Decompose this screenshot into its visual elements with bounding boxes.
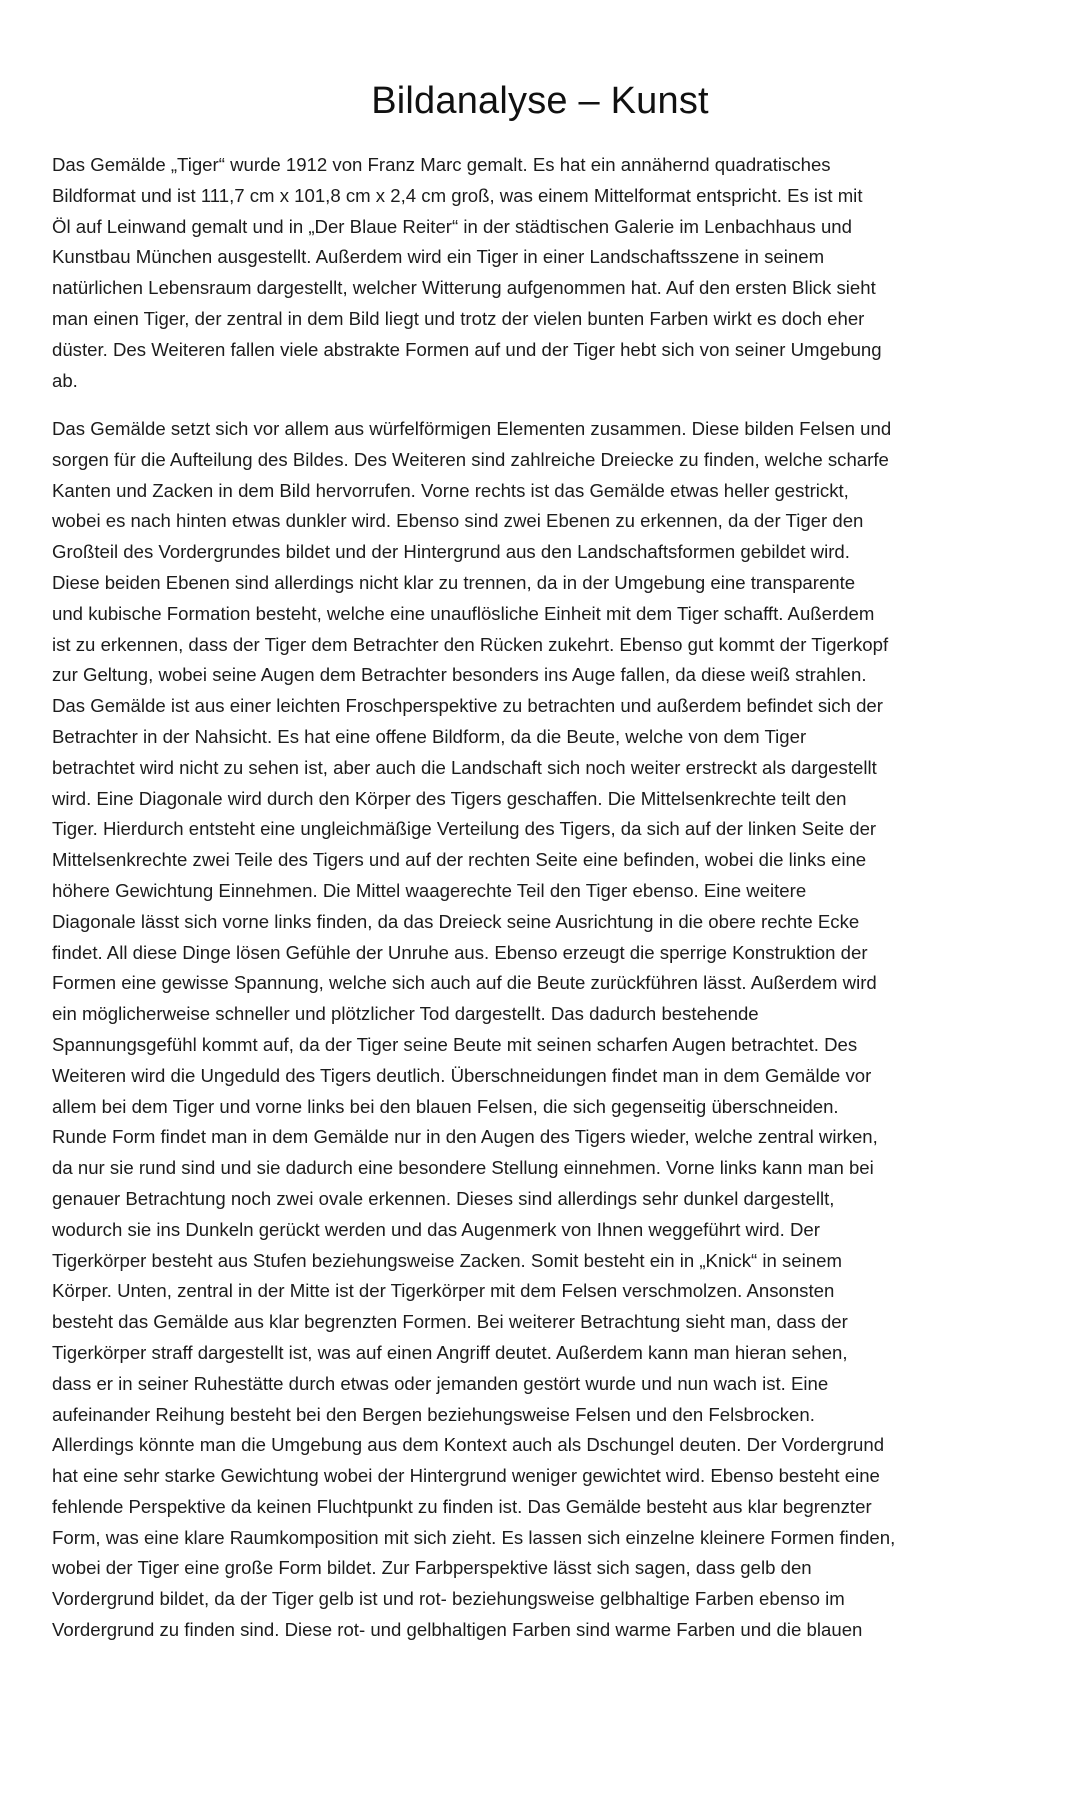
text-line: Betrachter in der Nahsicht. Es hat eine offene Bildform, da die Beute, welche von dem Tiger [52, 725, 807, 747]
text-line: Weiteren wird die Ungeduld des Tigers deutlich. Überschneidungen findet man in dem Gemälde vor [52, 1064, 872, 1086]
text-line: findet. All diese Dinge lösen Gefühle der Unruhe aus. Ebenso erzeugt die sperrige Konstruktion der [52, 941, 868, 963]
text-line: Tigerkörper straff dargestellt ist, was auf einen Angriff deutet. Außerdem kann man hieran sehen, [52, 1341, 848, 1363]
text-line: ist zu erkennen, dass der Tiger dem Betrachter den Rücken zukehrt. Ebenso gut kommt der Tigerkopf [52, 633, 889, 655]
text-line: genauer Betrachtung noch zwei ovale erkennen. Dieses sind allerdings sehr dunkel dargestellt, [52, 1187, 835, 1209]
page-title: Bildanalyse – Kunst [371, 80, 709, 122]
text-line: Bildformat und ist 111,7 cm x 101,8 cm x 2,4 cm groß, was einem Mittelformat entspricht. Es ist mit [52, 184, 863, 206]
text-line: betrachtet wird nicht zu sehen ist, aber auch die Landschaft sich noch weiter erstreckt als dargestellt [52, 756, 877, 778]
text-line: Das Gemälde „Tiger“ wurde 1912 von Franz Marc gemalt. Es hat ein annähernd quadratisches [52, 154, 831, 175]
text-line: Formen eine gewisse Spannung, welche sich auch auf die Beute zurückführen lässt. Außerdem wird [52, 972, 877, 994]
text-line: dass er in seiner Ruhestätte durch etwas oder jemanden gestört wurde und nun wach ist. Eine [52, 1372, 829, 1394]
text-line: sorgen für die Aufteilung des Bildes. Des Weiteren sind zahlreiche Dreiecke zu finden, welche scharfe [52, 448, 889, 470]
paragraph-1 [52, 150, 1037, 396]
text-line: wodurch sie ins Dunkeln gerückt werden und das Augenmerk von Ihnen weggeführt wird. Der [52, 1218, 820, 1240]
text-line: besteht das Gemälde aus klar begrenzten Formen. Bei weiterer Betrachtung sieht man, dass der [52, 1311, 848, 1333]
text-line: wird. Eine Diagonale wird durch den Körper des Tigers geschaffen. Die Mittelsenkrechte teilt den [52, 787, 847, 809]
text-line: Öl auf Leinwand gemalt und in „Der Blaue Reiter“ in der städtischen Galerie im Lenbachhaus und [52, 215, 852, 237]
paragraph-2 [52, 414, 1037, 1646]
text-line: allem bei dem Tiger und vorne links bei den blauen Felsen, die sich gegenseitig überschneiden. [52, 1095, 839, 1117]
text-line: düster. Des Weiteren fallen viele abstrakte Formen auf und der Tiger hebt sich von seiner Umgebung [52, 338, 882, 360]
text-line: Kunstbau München ausgestellt. Außerdem wird ein Tiger in einer Landschaftsszene in seinem [52, 246, 825, 268]
text-line: und kubische Formation besteht, welche eine unauflösliche Einheit mit dem Tiger schafft. Außerdem [52, 602, 875, 624]
text-line: Vordergrund bildet, da der Tiger gelb ist und rot- beziehungsweise gelbhaltige Farben ebenso im [52, 1588, 845, 1610]
text-line: Das Gemälde ist aus einer leichten Froschperspektive zu betrachten und außerdem befindet sich der [52, 695, 883, 717]
text-line: Mittelsenkrechte zwei Teile des Tigers und auf der rechten Seite eine befinden, wobei die links eine [52, 849, 867, 871]
text-line: Kanten und Zacken in dem Bild hervorrufen. Vorne rechts ist das Gemälde etwas heller gestrickt, [52, 479, 849, 501]
text-line: man einen Tiger, der zentral in dem Bild liegt und trotz der vielen bunten Farben wirkt es doch eher [52, 307, 865, 329]
text-line: da nur sie rund sind und sie dadurch eine besondere Stellung einnehmen. Vorne links kann man bei [52, 1157, 874, 1179]
text-line: Allerdings könnte man die Umgebung aus dem Kontext auch als Dschungel deuten. Der Vordergrund [52, 1434, 885, 1456]
text-line: Diagonale lässt sich vorne links finden, da das Dreieck seine Ausrichtung in die obere rechte Ecke [52, 910, 860, 932]
text-line: Diese beiden Ebenen sind allerdings nicht klar zu trennen, da in der Umgebung eine transparente [52, 571, 856, 593]
text-line: Spannungsgefühl kommt auf, da der Tiger seine Beute mit seinen scharfen Augen betrachtet. Des [52, 1033, 858, 1055]
text-line: hat eine sehr starke Gewichtung wobei der Hintergrund weniger gewichtet wird. Ebenso besteht eine [52, 1465, 880, 1487]
text-line: Tigerkörper besteht aus Stufen beziehungsweise Zacken. Somit besteht ein in „Knick“ in seinem [52, 1249, 842, 1271]
text-line: Das Gemälde setzt sich vor allem aus würfelförmigen Elementen zusammen. Diese bilden Felsen und [52, 418, 892, 439]
text-line: Form, was eine klare Raumkomposition mit sich zieht. Es lassen sich einzelne kleinere Formen finden, [52, 1526, 896, 1548]
text-line: höhere Gewichtung Einnehmen. Die Mittel waagerechte Teil den Tiger ebenso. Eine weitere [52, 879, 807, 901]
text-line: Runde Form findet man in dem Gemälde nur in den Augen des Tigers wieder, welche zentral wirken, [52, 1126, 878, 1148]
text-line: Tiger. Hierdurch entsteht eine ungleichmäßige Verteilung des Tigers, da sich auf der linken Seite der [52, 818, 877, 840]
text-line: zur Geltung, wobei seine Augen dem Betrachter besonders ins Auge fallen, da diese weiß strahlen. [52, 664, 867, 686]
text-line: ein möglicherweise schneller und plötzlicher Tod dargestellt. Das dadurch bestehende [52, 1003, 759, 1025]
text-line: wobei es nach hinten etwas dunkler wird. Ebenso sind zwei Ebenen zu erkennen, da der Tiger den [52, 510, 864, 532]
text-line: Körper. Unten, zentral in der Mitte ist der Tigerkörper mit dem Felsen verschmolzen. Ansonsten [52, 1280, 835, 1302]
text-line: ab. [52, 369, 78, 391]
text-line: wobei der Tiger eine große Form bildet. Zur Farbperspektive lässt sich sagen, dass gelb den [52, 1557, 812, 1579]
text-line: Vordergrund zu finden sind. Diese rot- und gelbhaltigen Farben sind warme Farben und die blauen [52, 1619, 863, 1641]
text-line: fehlende Perspektive da keinen Fluchtpunkt zu finden ist. Das Gemälde besteht aus klar begrenzter [52, 1495, 872, 1517]
text-line: natürlichen Lebensraum dargestellt, welcher Witterung aufgenommen hat. Auf den ersten Blick sieht [52, 277, 876, 299]
text-line: Großteil des Vordergrundes bildet und der Hintergrund aus den Landschaftsformen gebildet wird. [52, 541, 850, 563]
text-line: aufeinander Reihung besteht bei den Bergen beziehungsweise Felsen und den Felsbrocken. [52, 1403, 815, 1425]
